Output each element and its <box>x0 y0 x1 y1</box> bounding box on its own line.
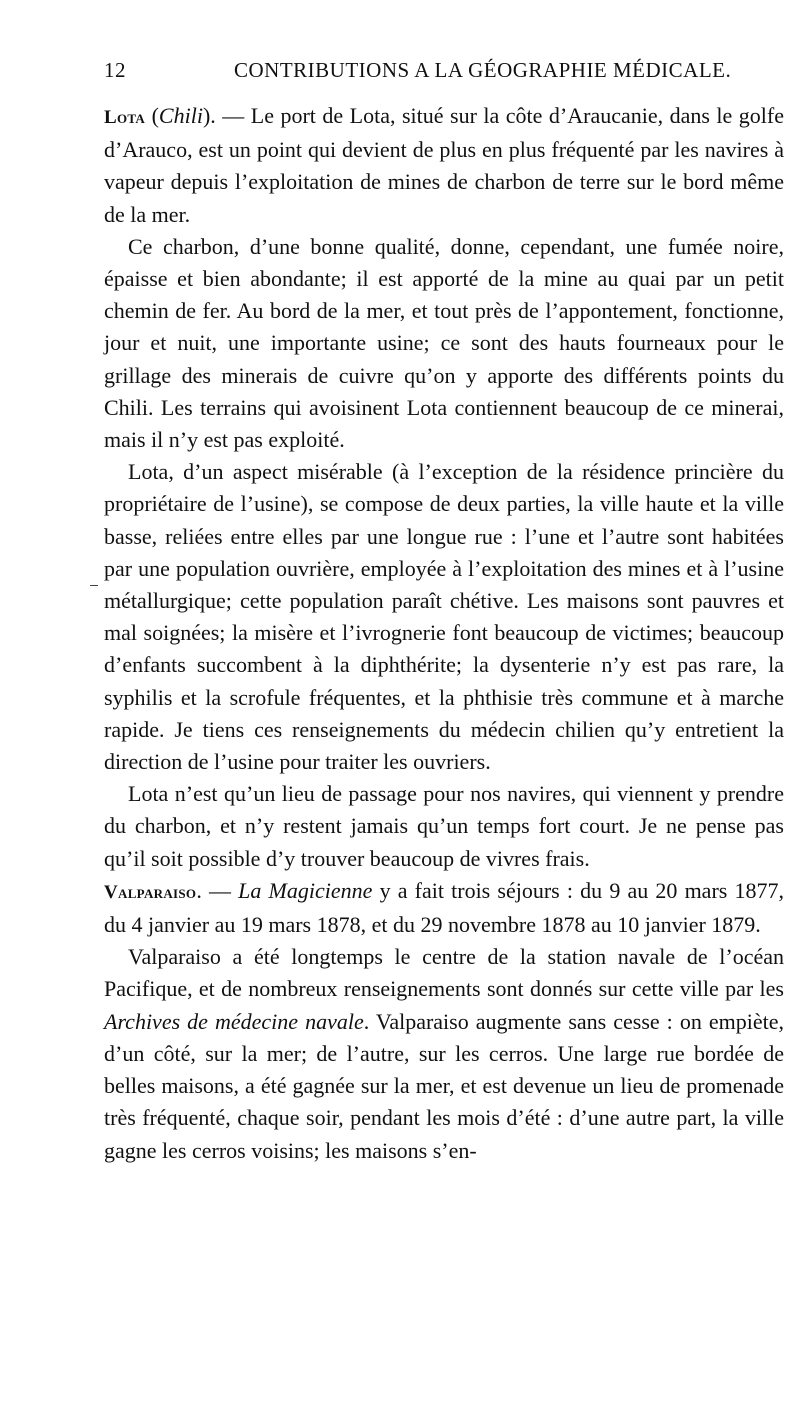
journal-title: Archives de médecine navale <box>104 1008 364 1034</box>
page-header <box>104 58 769 86</box>
lota-paragraph-3: Lota, d’un aspect misérable (à l’exception de la résidence princière du propriétaire de l’usine), se compose de deux parties, la ville haute et la ville basse, reliées entre elles par une longue rue : l’une et l’autre sont habitées par une population ouvrière, employée à l’exploitation des mines et à l’usine métallurgique; cette population paraît chétive. Les maisons sont pauvres et mal soignées; la misère et l’ivrognerie font beaucoup de victimes; beaucoup d’enfants succombent à la diphthérite; la dysenterie n’y est pas rare, la syphilis et la scrofule fréquentes, et la phthisie très commune et à marche rapide. Je tiens ces renseignements du médecin chilien qu’y entretient la direction de l’usine pour traiter les ouvriers. <box>104 459 784 775</box>
valparaiso-paragraph-2 <box>104 941 784 1166</box>
entry-term-lota: Lota <box>104 107 146 128</box>
margin-mark <box>90 585 98 586</box>
body-text <box>104 100 784 1167</box>
valparaiso-para2-before: Valparaiso a été longtemps le centre de la station navale de l’océan Pacifique, et de nombreux renseignements sont donnés sur cette ville par les <box>104 944 784 1002</box>
valparaiso-para2-after: . Valparaiso augmente sans cesse : on empiète, d’un côté, sur la mer; de l’autre, sur les cerros. Une large rue bordée de belles maisons, a été gagnée sur la mer, et est devenue un lieu de promenade très fréquenté, chaque soir, pendant les mois d’été : d’une autre part, la ville gagne les cerros voisins; les maisons s’en- <box>104 1008 784 1163</box>
lota-place: Chili <box>158 103 203 128</box>
valparaiso-entry-paragraph <box>104 875 784 941</box>
running-title: CONTRIBUTIONS A LA GÉOGRAPHIE MÉDICALE. <box>234 58 732 82</box>
page-number: 12 <box>104 58 126 82</box>
ship-name: La Magicienne <box>238 877 373 903</box>
lota-entry-paragraph <box>104 100 784 231</box>
valparaiso-intro-text: y a fait trois séjours : du 9 au 20 mars 1877, du 4 janvier au 19 mars 1878, et du 29 novembre 1878 au 10 janvier 1879. <box>104 877 784 938</box>
lota-paren-open: ( <box>145 103 159 128</box>
valparaiso-dash: . — <box>196 877 239 903</box>
lota-paragraph-4: Lota n’est qu’un lieu de passage pour nos navires, qui viennent y prendre du charbon, et n’y restent jamais qu’un temps fort court. Je ne pense pas qu’il soit possible d’y trouver beaucoup de vivres frais. <box>104 781 784 871</box>
lota-paragraph-2: Ce charbon, d’une bonne qualité, donne, cependant, une fumée noire, épaisse et bien abondante; il est apporté de la mine au quai par un petit chemin de fer. Au bord de la mer, et tout près de l’appontement, fonctionne, jour et nuit, une importante usine; ce sont des hauts fourneaux pour le grillage des minerais de cuivre qu’on y apporte des différents points du Chili. Les terrains qui avoisinent Lota contiennent beaucoup de ce minerai, mais il n’y est pas exploité. <box>104 233 784 453</box>
lota-intro-text: ). — Le port de Lota, situé sur la côte d’Araucanie, dans le golfe d’Arauco, est un point qui devient de plus en plus fréquenté par les navires à vapeur depuis l’exploitation de mines de charbon de terre sur le bord même de la mer. <box>104 103 785 227</box>
entry-term-valparaiso: Valparaiso <box>104 881 197 903</box>
